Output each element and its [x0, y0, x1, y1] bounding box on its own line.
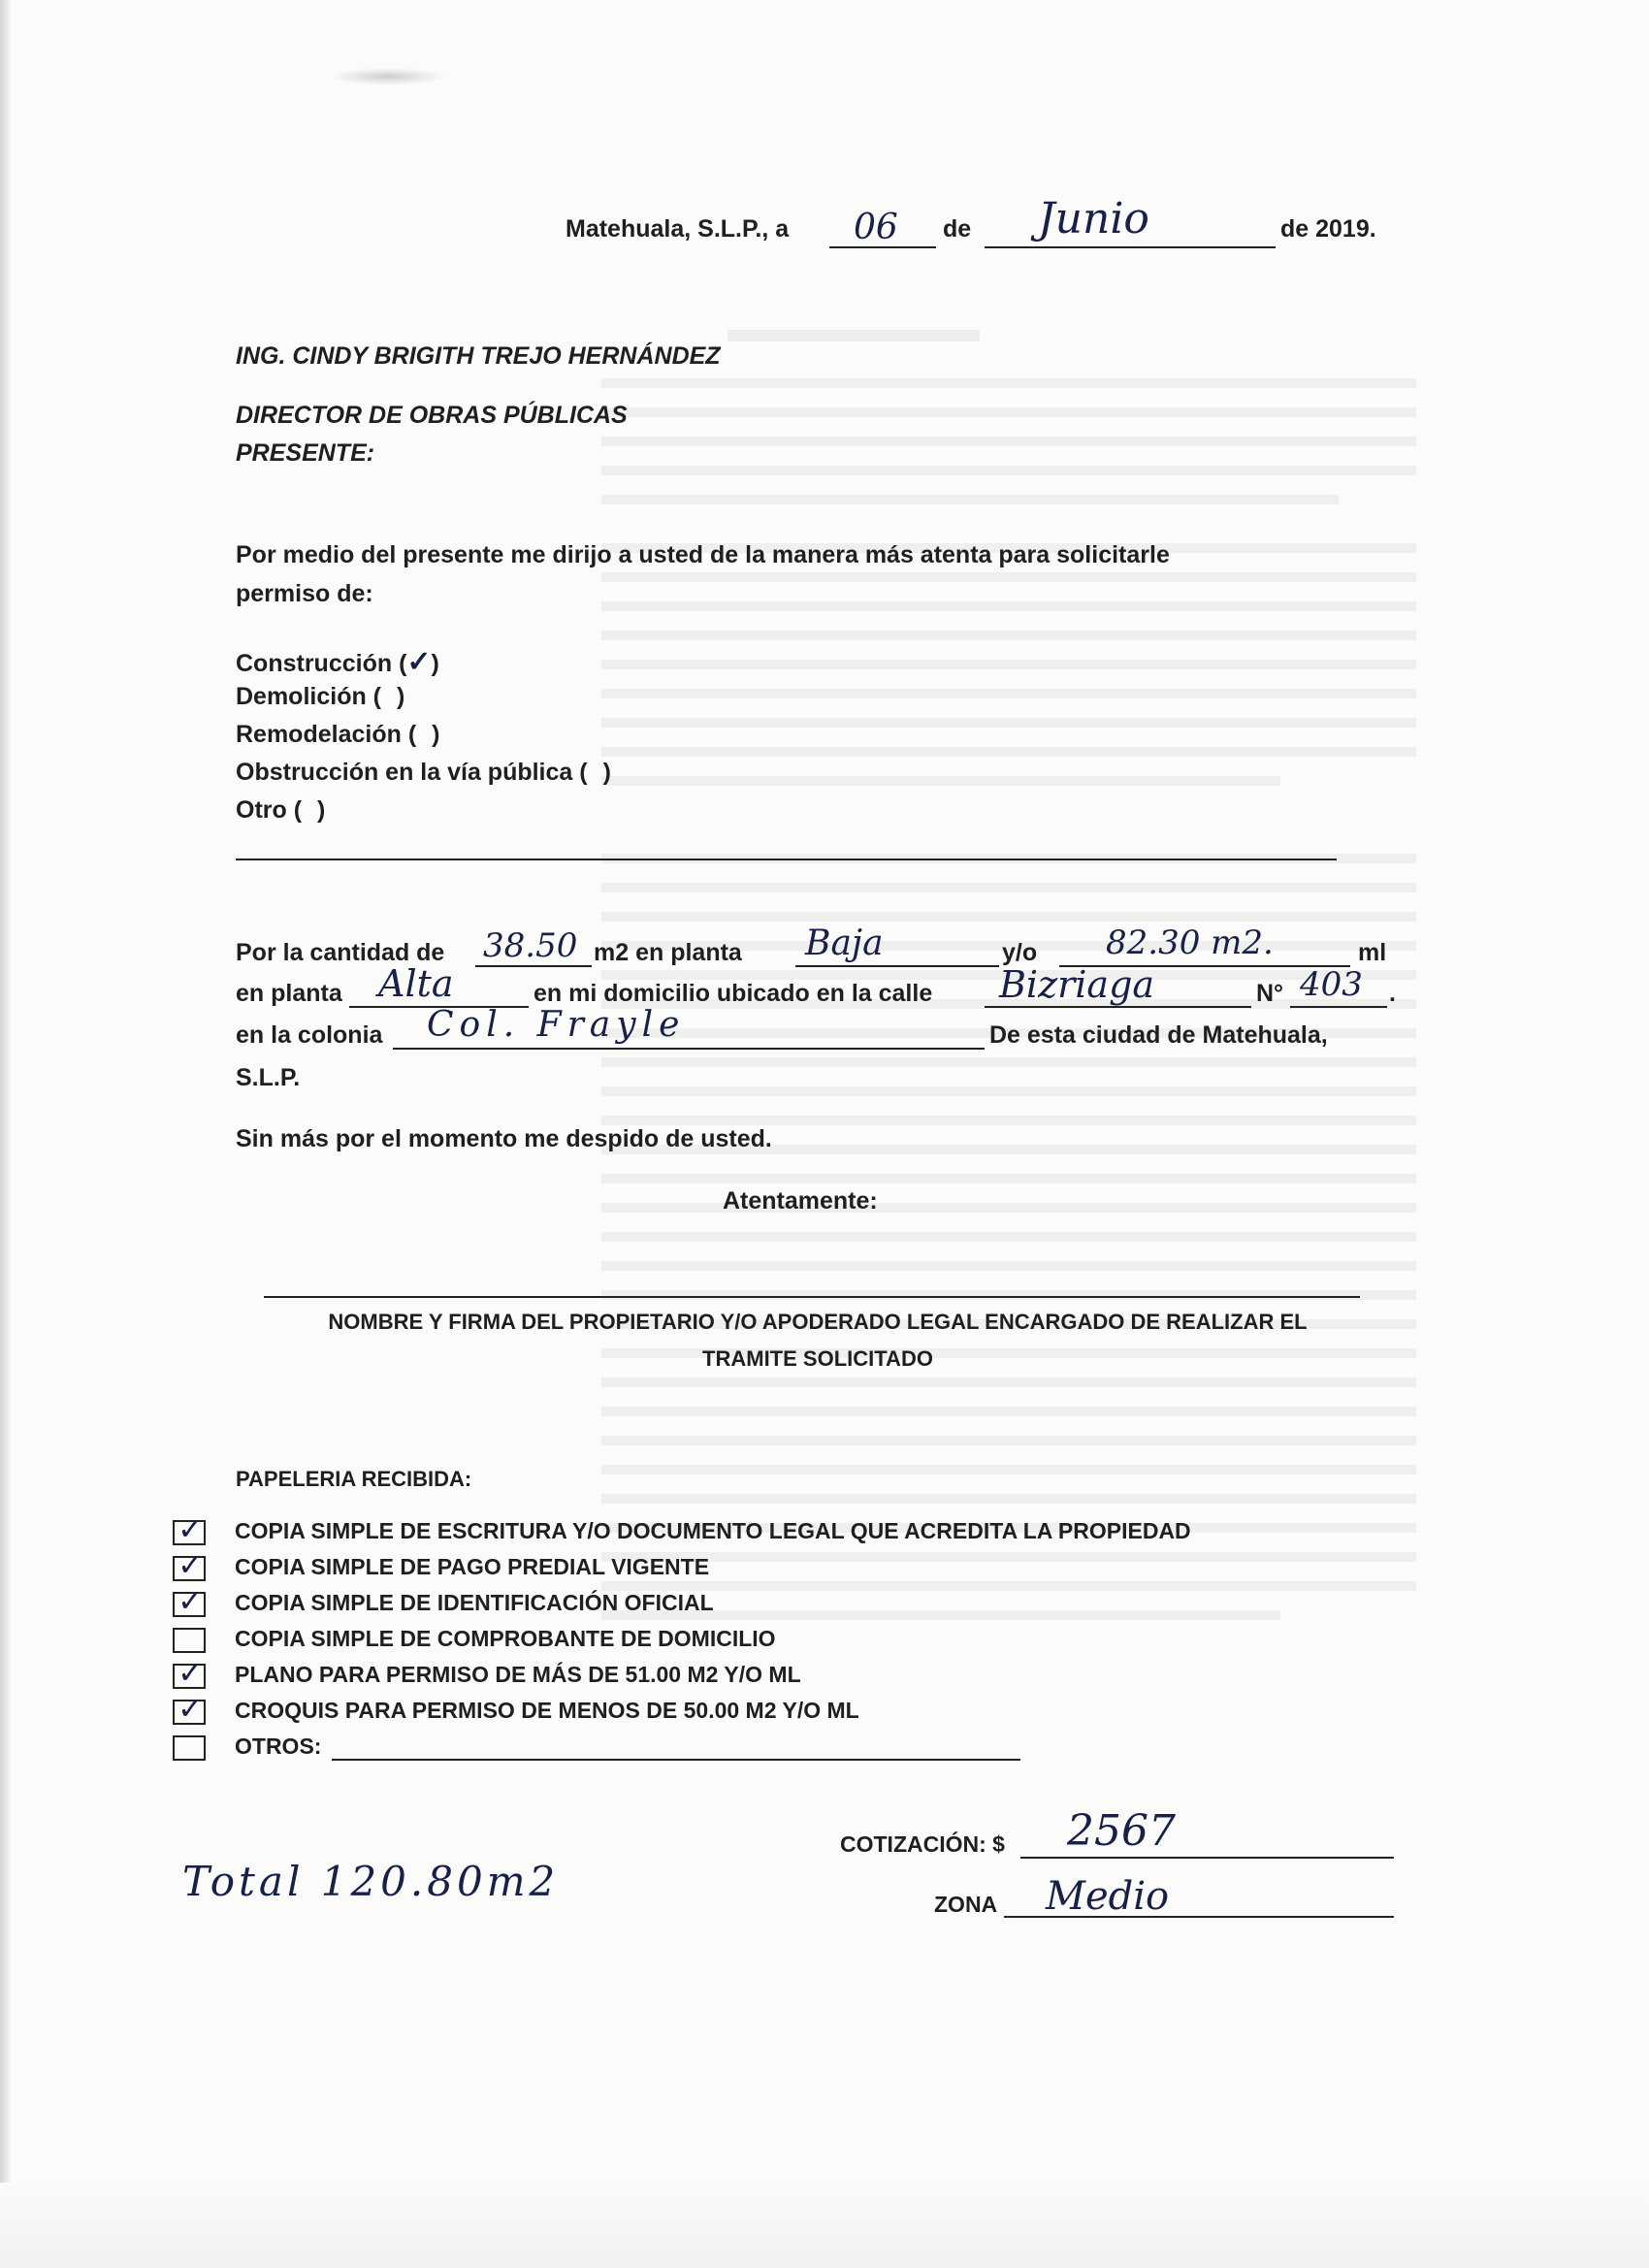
option-demolicion — [236, 683, 404, 711]
qty-l3-a: en la colonia — [236, 1021, 383, 1049]
qty-l4: S.L.P. — [236, 1064, 301, 1091]
option-close: ) — [397, 683, 405, 710]
check-mark-icon: ✓ — [178, 1654, 204, 1691]
checkbox[interactable] — [173, 1735, 206, 1761]
zona-label: ZONA — [934, 1892, 998, 1917]
option-label: Remodelación ( — [236, 721, 417, 748]
month-underline — [985, 246, 1276, 248]
option-close: ) — [432, 721, 440, 748]
check-mark-icon: ✓ — [178, 1546, 204, 1583]
qty-planta-handwritten: Baja — [805, 923, 884, 963]
check-mark-icon: ✓ — [178, 1582, 204, 1619]
papeleria-title: PAPELERIA RECIBIDA: — [236, 1467, 472, 1491]
month-handwritten: Junio — [1038, 194, 1149, 243]
closing-line: Sin más por el momento me despido de usted. — [236, 1125, 772, 1152]
papeleria-label: CROQUIS PARA PERMISO DE MENOS DE 50.00 M2 Y/O ML — [235, 1698, 859, 1723]
qty-l1-d: ml — [1358, 939, 1387, 966]
signature-line — [264, 1296, 1360, 1298]
otros-underline — [332, 1759, 1020, 1761]
qty-calle-underline — [985, 1006, 1251, 1008]
papeleria-label: COPIA SIMPLE DE COMPROBANTE DE DOMICILIO — [235, 1626, 776, 1651]
checkbox[interactable] — [173, 1546, 206, 1583]
scan-smudge — [0, 2183, 1649, 2268]
intro-line-1: Por medio del presente me dirijo a usted de la manera más atenta para solicitarle — [236, 541, 1170, 568]
qty-m2-underline — [475, 965, 592, 967]
option-remodelacion — [236, 721, 439, 749]
option-obstruccion — [236, 759, 611, 787]
date-year-suffix: de 2019. — [1280, 215, 1376, 243]
option-close: ) — [317, 796, 326, 824]
check-mark-icon: ✓ — [178, 1510, 204, 1547]
scan-smudge — [330, 68, 446, 85]
checkbox[interactable] — [173, 1654, 206, 1691]
papeleria-label: COPIA SIMPLE DE ESCRITURA Y/O DOCUMENTO LEGAL QUE ACREDITA LA PROPIEDAD — [235, 1518, 1191, 1543]
qty-ml-handwritten: 82.30 m2. — [1106, 923, 1274, 962]
option-close: ) — [431, 650, 439, 677]
papeleria-label: COPIA SIMPLE DE IDENTIFICACIÓN OFICIAL — [235, 1590, 714, 1615]
option-construccion — [236, 645, 439, 679]
papeleria-label: OTROS: — [235, 1733, 322, 1759]
day-handwritten: 06 — [854, 208, 898, 247]
scan-edge-shadow — [0, 0, 12, 2268]
option-label: Otro ( — [236, 796, 303, 824]
qty-l2-a: en planta — [236, 980, 342, 1007]
option-label: Obstrucción en la vía pública ( — [236, 759, 588, 786]
qty-l1-a: Por la cantidad de — [236, 939, 445, 966]
qty-l3-b: De esta ciudad de Matehuala, — [989, 1021, 1328, 1049]
cotizacion-label: COTIZACIÓN: $ — [840, 1831, 1005, 1857]
option-check-mark: ✓ — [406, 645, 432, 679]
addressee-name: ING. CINDY BRIGITH TREJO HERNÁNDEZ — [236, 342, 721, 370]
total-handwritten: Total 120.80m2 — [182, 1858, 560, 1905]
qty-l1-c: y/o — [1002, 939, 1038, 966]
otro-underline — [236, 859, 1337, 860]
papeleria-label: COPIA SIMPLE DE PAGO PREDIAL VIGENTE — [235, 1554, 710, 1579]
qty-m2-handwritten: 38.50 — [483, 926, 578, 965]
option-close: ) — [602, 759, 611, 786]
addressee-title: DIRECTOR DE OBRAS PÚBLICAS — [236, 402, 628, 429]
checkbox[interactable] — [173, 1690, 206, 1727]
signature-caption-2: TRAMITE SOLICITADO — [702, 1346, 933, 1371]
checkbox[interactable] — [173, 1582, 206, 1619]
qty-colonia-underline — [393, 1048, 985, 1050]
qty-alta-handwritten: Alta — [378, 962, 454, 1005]
addressee-presente: PRESENTE: — [236, 439, 375, 467]
option-label: Demolición ( — [236, 683, 382, 710]
qty-planta-underline — [795, 965, 999, 967]
qty-numero-underline — [1290, 1006, 1387, 1008]
cotizacion-handwritten: 2567 — [1067, 1806, 1176, 1856]
qty-l1-b: m2 en planta — [594, 939, 742, 966]
zona-handwritten: Medio — [1046, 1874, 1170, 1919]
checkbox[interactable] — [173, 1510, 206, 1547]
date-place-prefix: Matehuala, S.L.P., a — [566, 215, 790, 243]
atentamente: Atentamente: — [723, 1187, 878, 1215]
papeleria-label: PLANO PARA PERMISO DE MÁS DE 51.00 M2 Y/O ML — [235, 1662, 801, 1687]
qty-l2-b: en mi domicilio ubicado en la calle — [534, 980, 933, 1007]
option-otro — [236, 796, 325, 825]
qty-colonia-handwritten: Col. Frayle — [427, 1005, 686, 1045]
check-mark-icon: ✓ — [178, 1690, 204, 1727]
checkbox[interactable] — [173, 1628, 206, 1653]
date-de-label: de — [943, 215, 972, 243]
cotizacion-underline — [1020, 1857, 1394, 1859]
intro-line-2: permiso de: — [236, 580, 373, 607]
signature-caption-1: NOMBRE Y FIRMA DEL PROPIETARIO Y/O APODERADO LEGAL ENCARGADO DE REALIZAR EL — [328, 1310, 1308, 1334]
qty-l2-c: N° — [1256, 980, 1284, 1007]
qty-calle-handwritten: Bizriaga — [999, 963, 1155, 1006]
qty-numero-handwritten: 403 — [1300, 965, 1363, 1004]
option-label: Construcción ( — [236, 650, 407, 677]
qty-l2-d: . — [1389, 980, 1396, 1007]
